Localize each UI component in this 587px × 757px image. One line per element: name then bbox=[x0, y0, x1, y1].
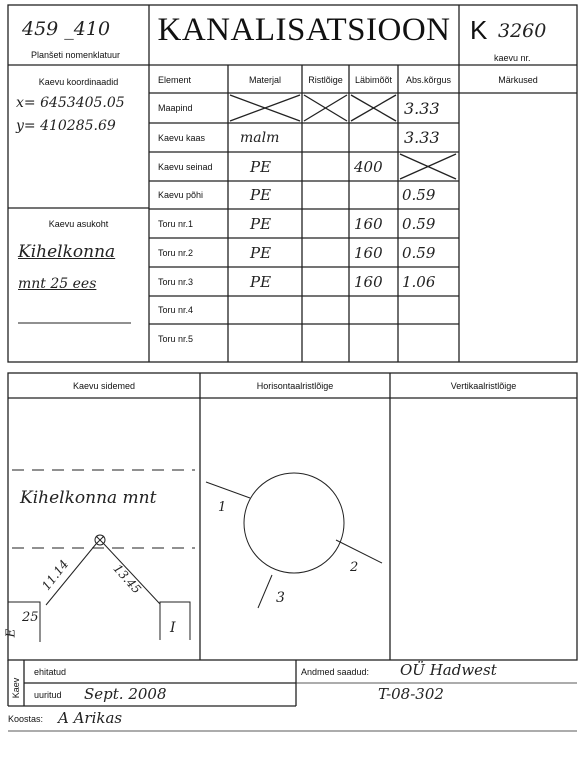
surveyed-value: Sept. 2008 bbox=[84, 685, 167, 703]
row-element: Toru nr.4 bbox=[158, 305, 194, 315]
row-element: Toru nr.3 bbox=[158, 276, 194, 287]
col-header-material: Materjal bbox=[248, 74, 281, 85]
data-source-line-2: T-08-302 bbox=[378, 685, 444, 703]
footer-side-label: Kaev bbox=[11, 677, 21, 699]
row-abs-height: 0.59 bbox=[402, 214, 436, 233]
row-element: Maapind bbox=[158, 103, 193, 113]
row-element: Toru nr.5 bbox=[158, 333, 194, 344]
pipe-1-label: 1 bbox=[218, 500, 227, 515]
data-source-line-1: OÜ Hadwest bbox=[400, 661, 497, 679]
section-header-vertical: Vertikaalristlõige bbox=[450, 381, 517, 391]
row-element: Kaevu seinad bbox=[158, 161, 213, 172]
author-label: Koostas: bbox=[8, 714, 44, 724]
surveyed-label: uuritud bbox=[34, 690, 62, 700]
section-header-ties: Kaevu sidemed bbox=[72, 381, 136, 391]
row-abs-height: 0.59 bbox=[402, 186, 436, 204]
well-prefix: K bbox=[470, 15, 488, 45]
sketch-street-name: Kihelkonna mnt bbox=[20, 488, 157, 508]
row-element: Kaevu kaas bbox=[158, 132, 206, 143]
row-material: PE bbox=[250, 272, 272, 291]
row-material: PE bbox=[250, 214, 272, 233]
col-header-element: Element bbox=[158, 74, 192, 85]
row-material: PE bbox=[250, 157, 272, 176]
row-diameter: 160 bbox=[354, 243, 383, 262]
row-diameter: 160 bbox=[354, 272, 383, 291]
coordinates-label: Kaevu koordinaadid bbox=[38, 77, 119, 87]
location-label: Kaevu asukoht bbox=[48, 219, 109, 229]
sketch-house-left-number: 25 bbox=[22, 610, 39, 625]
row-abs-height: 3.33 bbox=[404, 98, 440, 118]
col-header-abs-height: Abs.kõrgus bbox=[405, 74, 452, 85]
sketch-house-left-letter: E bbox=[3, 628, 18, 638]
data-source-label: Andmed saadud: bbox=[301, 667, 370, 677]
col-header-diameter: Läbimõõt bbox=[354, 74, 393, 85]
coordinate-x: x= 6453405.05 bbox=[16, 95, 125, 111]
location-line-1: Kihelkonna bbox=[18, 242, 116, 262]
col-header-cross-section: Ristlõige bbox=[308, 74, 343, 85]
built-label: ehitatud bbox=[34, 667, 67, 677]
sheet-nomenclature-value: 459 _410 bbox=[22, 18, 111, 40]
row-element: Toru nr.2 bbox=[158, 247, 194, 258]
coordinate-y: y= 410285.69 bbox=[16, 118, 116, 134]
row-material: PE bbox=[250, 243, 272, 262]
manhole-section-sketch bbox=[206, 473, 382, 608]
page-title: KANALISATSIOON bbox=[157, 12, 451, 48]
sketch-right-distance: 13.45 bbox=[110, 561, 144, 597]
row-material: malm bbox=[240, 129, 280, 146]
pipe-3-label: 3 bbox=[276, 590, 285, 606]
sketch-left-distance: 11.14 bbox=[39, 557, 72, 593]
row-abs-height: 0.59 bbox=[402, 243, 436, 262]
row-diameter: 160 bbox=[354, 214, 383, 233]
row-abs-height: 1.06 bbox=[402, 272, 436, 291]
author-value: A Arikas bbox=[58, 709, 123, 727]
row-element: Toru nr.1 bbox=[158, 218, 194, 229]
sketch-house-right-label: I bbox=[170, 620, 176, 636]
well-number-value: 3260 bbox=[498, 20, 547, 42]
row-material: PE bbox=[250, 186, 272, 204]
sheet-nomenclature-label: Planšeti nomenklatuur bbox=[31, 50, 121, 60]
location-line-2: mnt 25 ees bbox=[18, 276, 97, 292]
row-abs-height: 3.33 bbox=[404, 128, 440, 147]
col-header-notes: Märkused bbox=[498, 74, 538, 85]
row-element: Kaevu põhi bbox=[158, 190, 204, 200]
section-header-horizontal: Horisontaalristlõige bbox=[256, 381, 334, 391]
pipe-2-label: 2 bbox=[350, 560, 359, 575]
well-number-label: kaevu nr. bbox=[494, 53, 531, 63]
row-diameter: 400 bbox=[354, 157, 383, 176]
